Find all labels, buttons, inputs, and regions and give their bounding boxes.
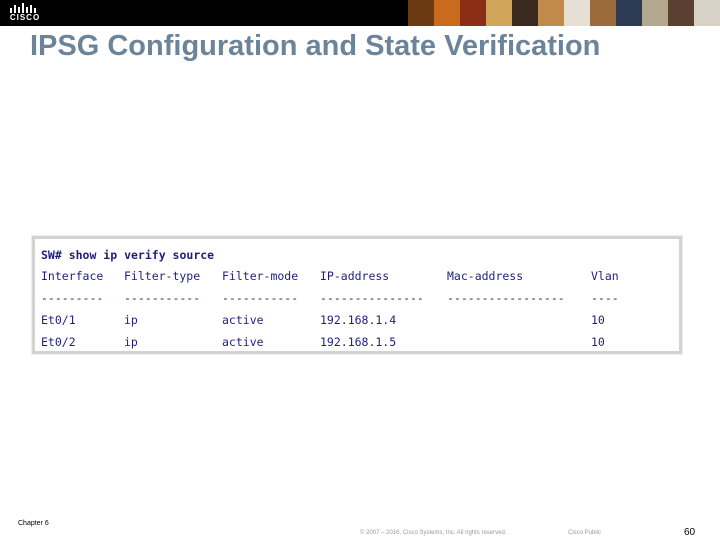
cli-command: SW# show ip verify source — [41, 248, 215, 262]
cli-header-cell: Filter-type — [124, 269, 201, 283]
cli-separator-cell: --------- — [41, 291, 104, 305]
cli-separator-cell: --------------- — [320, 291, 424, 305]
cli-header-cell: Interface — [41, 269, 104, 283]
header-photo-tile — [538, 0, 564, 26]
header-photo-tile — [408, 0, 434, 26]
cli-data-cell: Et0/2 — [41, 335, 76, 349]
header-photo-tile — [694, 0, 720, 26]
header-photo-tile — [668, 0, 694, 26]
header-photo-tile — [486, 0, 512, 26]
cli-output-screenshot — [32, 236, 682, 354]
cli-data-cell: ip — [124, 313, 138, 327]
header-photo-tile — [642, 0, 668, 26]
cli-data-cell: 10 — [591, 313, 605, 327]
footer-chapter: Chapter 6 — [18, 520, 49, 527]
cli-data-cell: 192.168.1.4 — [320, 313, 397, 327]
cli-separator-cell: ----------- — [124, 291, 201, 305]
cli-data-cell: active — [222, 335, 264, 349]
cli-data-cell: Et0/1 — [41, 313, 76, 327]
cli-header-cell: Mac-address — [447, 269, 524, 283]
cli-header-cell: IP-address — [320, 269, 390, 283]
cli-header-cell: Vlan — [591, 269, 619, 283]
cisco-logo — [8, 3, 42, 23]
header-photo-strip — [408, 0, 720, 26]
header-photo-tile — [590, 0, 616, 26]
header-photo-tile — [616, 0, 642, 26]
cli-separator-cell: ---- — [591, 291, 619, 305]
header-photo-tile — [460, 0, 486, 26]
page-number: 60 — [684, 527, 696, 538]
header-photo-tile — [434, 0, 460, 26]
cli-data-cell: active — [222, 313, 264, 327]
footer-classification: Cisco Public — [568, 530, 602, 536]
header-photo-tile — [512, 0, 538, 26]
cisco-bars-icon — [9, 3, 41, 13]
logo-wordmark: CISCO — [9, 13, 41, 22]
cli-data-cell: 10 — [591, 335, 605, 349]
cli-separator-cell: ----------------- — [447, 291, 565, 305]
cli-separator-cell: ----------- — [222, 291, 299, 305]
footer-copyright: © 2007 – 2016, Cisco Systems, Inc. All rights reserved. — [360, 530, 507, 536]
slide-title: IPSG Configuration and State Verification — [30, 30, 601, 62]
cli-header-cell: Filter-mode — [222, 269, 299, 283]
header-photo-tile — [564, 0, 590, 26]
cli-data-cell: 192.168.1.5 — [320, 335, 397, 349]
header-banner — [0, 0, 720, 26]
cli-data-cell: ip — [124, 335, 138, 349]
